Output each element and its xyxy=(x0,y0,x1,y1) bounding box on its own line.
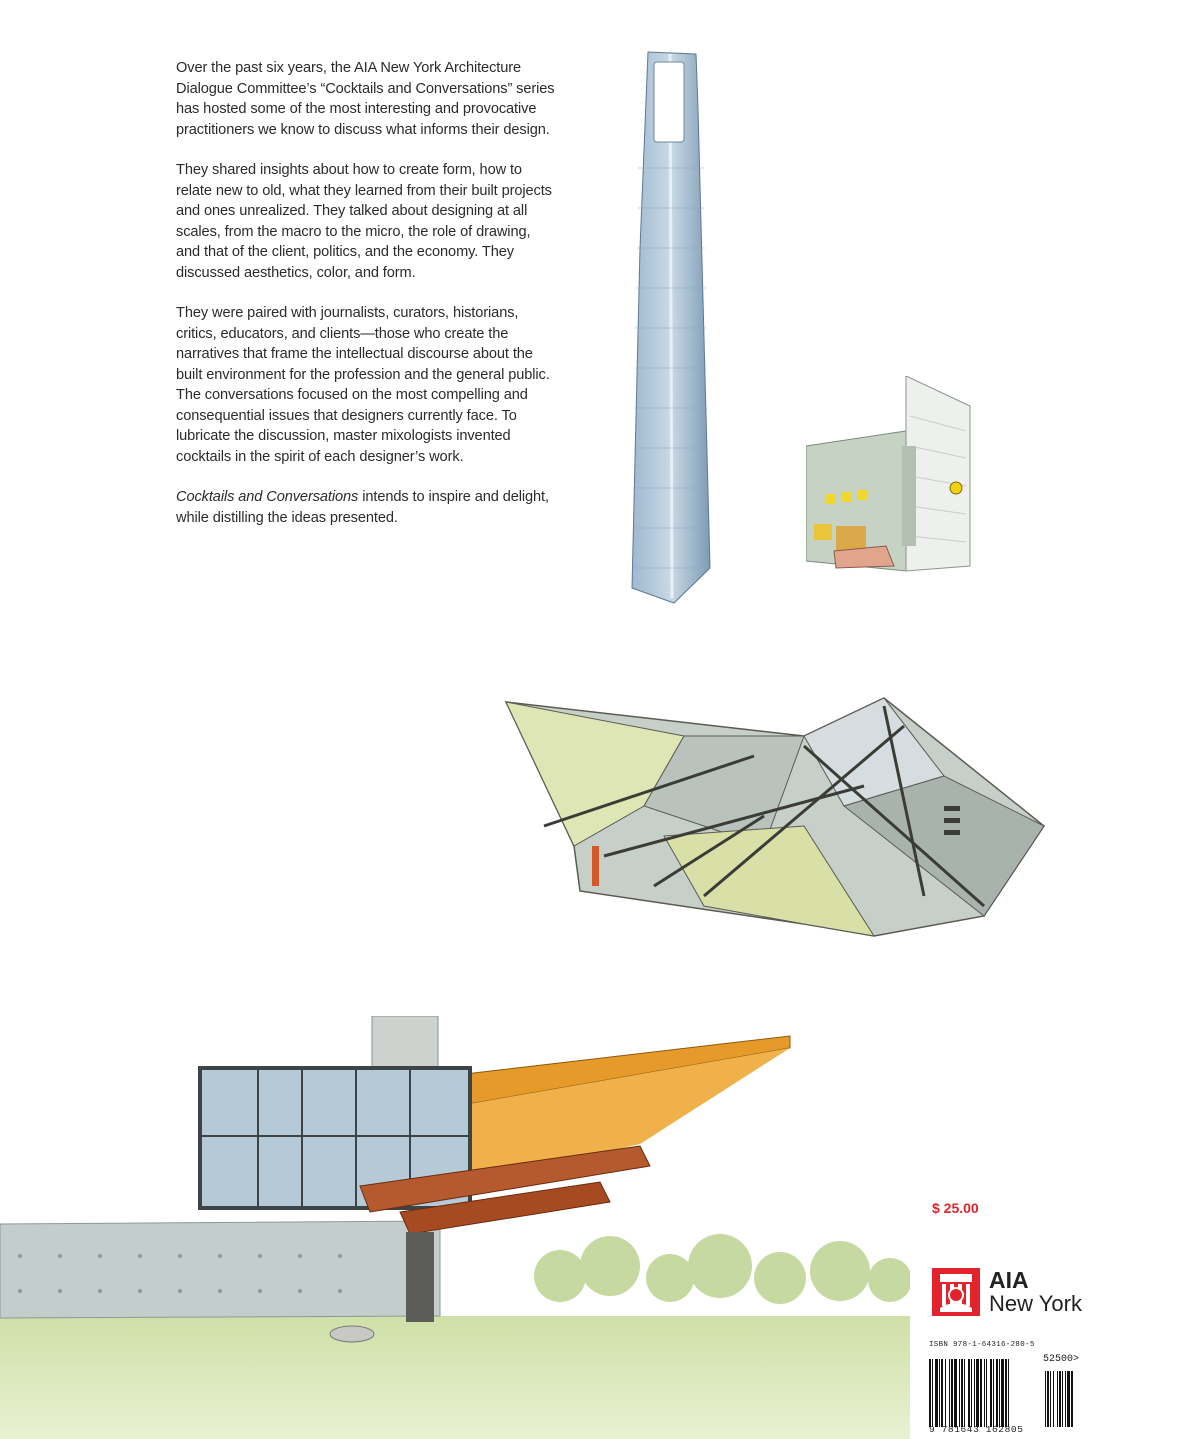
white-house-illustration xyxy=(806,376,976,576)
publisher-logo xyxy=(932,1268,1082,1316)
barcode-digits: 9 781643 162805 xyxy=(929,1424,1024,1435)
blurb-paragraph-1: Over the past six years, the AIA New York Architecture Dialogue Committee’s “Cocktails and Conversations” series has hosted some of the most interesting and provocative practitioners we know to discuss what informs their design. xyxy=(176,60,555,138)
back-cover-blurb xyxy=(176,58,556,548)
aia-eagle-icon xyxy=(932,1268,980,1316)
price-label: $ 25.00 xyxy=(932,1200,979,1216)
publisher-chapter: New York xyxy=(989,1291,1082,1316)
publisher-name: AIA xyxy=(989,1267,1029,1293)
barcode-addon-label: 52500> xyxy=(1043,1354,1080,1365)
skyscraper-illustration xyxy=(626,48,716,608)
isbn-label: ISBN 978-1-64316-280-5 xyxy=(929,1341,1035,1349)
blurb-paragraph-3: They were paired with journalists, curators, historians, critics, educators, and clients—those who create the narratives that frame the intellectual discourse about the built environment for the profession and the general public. The conversations focused on the most compelling and consequential issues that designers currently face. To lubricate the discussion, master mixologists invented cocktails in the spirit of each designer’s work. xyxy=(176,305,550,465)
blurb-paragraph-4-rest: intends to inspire and delight, while distilling the ideas presented. xyxy=(176,489,549,526)
angular-museum-illustration xyxy=(504,696,1060,940)
blurb-paragraph-2: They shared insights about how to create form, how to relate new to old, what they learned from their built projects and ones unrealized. They talked about designing at all scales, from the macro to the micro, the role of drawing, and that of the client, politics, and the economy. They discussed aesthetics, color, and form. xyxy=(176,162,552,281)
book-title-italic: Cocktails and Conversations xyxy=(176,489,359,505)
blurb-paragraph-4 xyxy=(176,487,556,528)
cantilever-house-illustration xyxy=(0,1016,910,1439)
